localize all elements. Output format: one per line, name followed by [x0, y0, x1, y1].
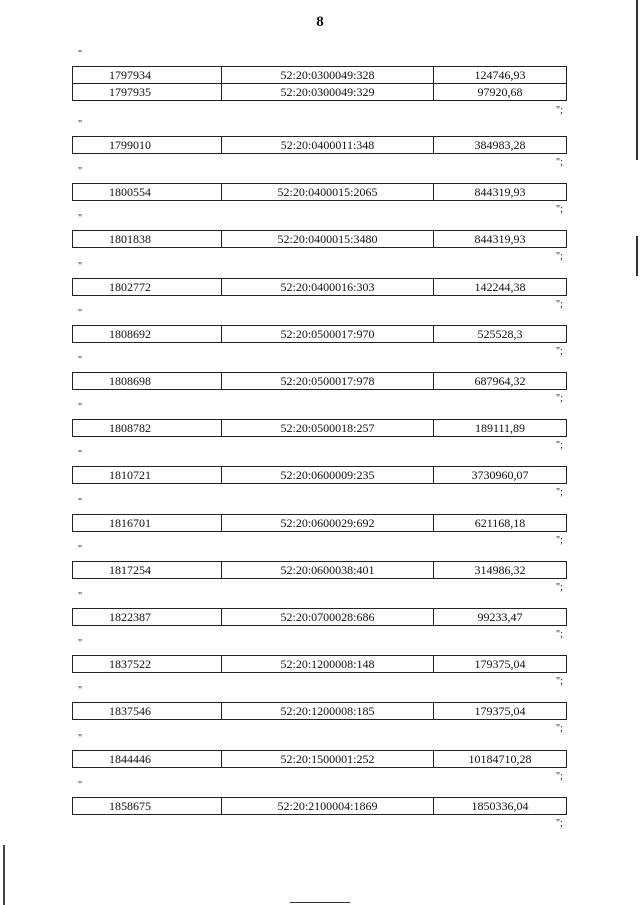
table-row	[73, 326, 567, 343]
record-id: 1808782	[73, 420, 222, 437]
record-table	[72, 183, 567, 201]
record-table	[72, 750, 567, 768]
table-row	[73, 703, 567, 720]
cadastral-number: 52:20:2100004:1869	[222, 798, 434, 815]
close-quote-mark: ";	[556, 487, 563, 498]
close-quote-mark: ";	[556, 105, 563, 116]
cadastral-value: 687964,32	[434, 373, 567, 390]
cadastral-value: 124746,93	[434, 67, 567, 84]
cadastral-value: 97920,68	[434, 84, 567, 101]
record-id: 1797934	[73, 67, 222, 84]
record-table	[72, 230, 567, 248]
footer-divider	[290, 902, 350, 903]
record-id: 1801838	[73, 231, 222, 248]
record-id: 1837522	[73, 656, 222, 673]
close-quote-mark: ";	[556, 251, 563, 262]
close-quote-mark: ";	[556, 676, 563, 687]
record-id: 1817254	[73, 562, 222, 579]
close-quote-mark: ";	[556, 393, 563, 404]
record-table	[72, 797, 567, 815]
record-id: 1802772	[73, 279, 222, 296]
open-quote-mark: "	[78, 355, 83, 366]
open-quote-mark: "	[78, 402, 83, 413]
record-table	[72, 561, 567, 579]
table-row	[73, 231, 567, 248]
close-quote-mark: ";	[556, 771, 563, 782]
open-quote-mark: "	[78, 308, 83, 319]
open-quote-mark: "	[78, 49, 83, 60]
cadastral-value: 621168,18	[434, 515, 567, 532]
open-quote-mark: "	[78, 780, 83, 791]
table-row	[73, 279, 567, 296]
cadastral-value: 10184710,28	[434, 751, 567, 768]
close-quote-mark: ";	[556, 818, 563, 829]
record-table	[72, 608, 567, 626]
close-quote-mark: ";	[556, 535, 563, 546]
cadastral-number: 52:20:0600038:401	[222, 562, 434, 579]
cadastral-value: 525528,3	[434, 326, 567, 343]
cadastral-value: 384983,28	[434, 137, 567, 154]
cadastral-value: 314986,32	[434, 562, 567, 579]
cadastral-value: 844319,93	[434, 231, 567, 248]
table-row	[73, 515, 567, 532]
open-quote-mark: "	[78, 733, 83, 744]
table-row	[73, 798, 567, 815]
record-table	[72, 466, 567, 484]
record-table	[72, 419, 567, 437]
record-table	[72, 655, 567, 673]
scan-edge-mark	[3, 845, 5, 905]
open-quote-mark: "	[78, 449, 83, 460]
open-quote-mark: "	[78, 544, 83, 555]
table-row	[73, 751, 567, 768]
record-id: 1799010	[73, 137, 222, 154]
cadastral-number: 52:20:0600009:235	[222, 467, 434, 484]
cadastral-number: 52:20:0500018:257	[222, 420, 434, 437]
table-row	[73, 609, 567, 626]
open-quote-mark: "	[78, 166, 83, 177]
record-id: 1837546	[73, 703, 222, 720]
record-id: 1808692	[73, 326, 222, 343]
open-quote-mark: "	[78, 638, 83, 649]
cadastral-number: 52:20:1500001:252	[222, 751, 434, 768]
record-id: 1822387	[73, 609, 222, 626]
table-row	[73, 67, 567, 84]
close-quote-mark: ";	[556, 582, 563, 593]
open-quote-mark: "	[78, 261, 83, 272]
close-quote-mark: ";	[556, 204, 563, 215]
cadastral-number: 52:20:0400016:303	[222, 279, 434, 296]
cadastral-number: 52:20:1200008:185	[222, 703, 434, 720]
cadastral-number: 52:20:0500017:970	[222, 326, 434, 343]
record-id: 1797935	[73, 84, 222, 101]
scan-edge-mark	[636, 0, 638, 160]
table-row	[73, 562, 567, 579]
record-table	[72, 136, 567, 154]
table-row	[73, 184, 567, 201]
cadastral-number: 52:20:0300049:329	[222, 84, 434, 101]
cadastral-value: 179375,04	[434, 656, 567, 673]
cadastral-value: 142244,38	[434, 279, 567, 296]
cadastral-number: 52:20:1200008:148	[222, 656, 434, 673]
cadastral-value: 3730960,07	[434, 467, 567, 484]
cadastral-number: 52:20:0300049:328	[222, 67, 434, 84]
close-quote-mark: ";	[556, 299, 563, 310]
cadastral-number: 52:20:0700028:686	[222, 609, 434, 626]
table-row	[73, 373, 567, 390]
record-id: 1810721	[73, 467, 222, 484]
open-quote-mark: "	[78, 685, 83, 696]
record-id: 1800554	[73, 184, 222, 201]
open-quote-mark: "	[78, 213, 83, 224]
scan-edge-mark	[636, 236, 638, 276]
close-quote-mark: ";	[556, 440, 563, 451]
record-table	[72, 514, 567, 532]
close-quote-mark: ";	[556, 346, 563, 357]
record-table	[72, 372, 567, 390]
cadastral-value: 844319,93	[434, 184, 567, 201]
cadastral-value: 1850336,04	[434, 798, 567, 815]
open-quote-mark: "	[78, 591, 83, 602]
record-id: 1808698	[73, 373, 222, 390]
open-quote-mark: "	[78, 497, 83, 508]
cadastral-number: 52:20:0400015:2065	[222, 184, 434, 201]
cadastral-number: 52:20:0400015:3480	[222, 231, 434, 248]
table-row	[73, 656, 567, 673]
record-id: 1844446	[73, 751, 222, 768]
open-quote-mark: "	[78, 119, 83, 130]
record-id: 1816701	[73, 515, 222, 532]
table-row	[73, 137, 567, 154]
cadastral-number: 52:20:0500017:978	[222, 373, 434, 390]
cadastral-number: 52:20:0400011:348	[222, 137, 434, 154]
page-number: 8	[316, 14, 324, 30]
cadastral-value: 179375,04	[434, 703, 567, 720]
record-id: 1858675	[73, 798, 222, 815]
record-table	[72, 278, 567, 296]
table-row	[73, 84, 567, 101]
close-quote-mark: ";	[556, 157, 563, 168]
record-table-first	[72, 66, 567, 101]
close-quote-mark: ";	[556, 629, 563, 640]
close-quote-mark: ";	[556, 723, 563, 734]
record-table	[72, 702, 567, 720]
cadastral-value: 99233,47	[434, 609, 567, 626]
cadastral-number: 52:20:0600029:692	[222, 515, 434, 532]
record-table	[72, 325, 567, 343]
cadastral-value: 189111,89	[434, 420, 567, 437]
table-row	[73, 420, 567, 437]
table-row	[73, 467, 567, 484]
